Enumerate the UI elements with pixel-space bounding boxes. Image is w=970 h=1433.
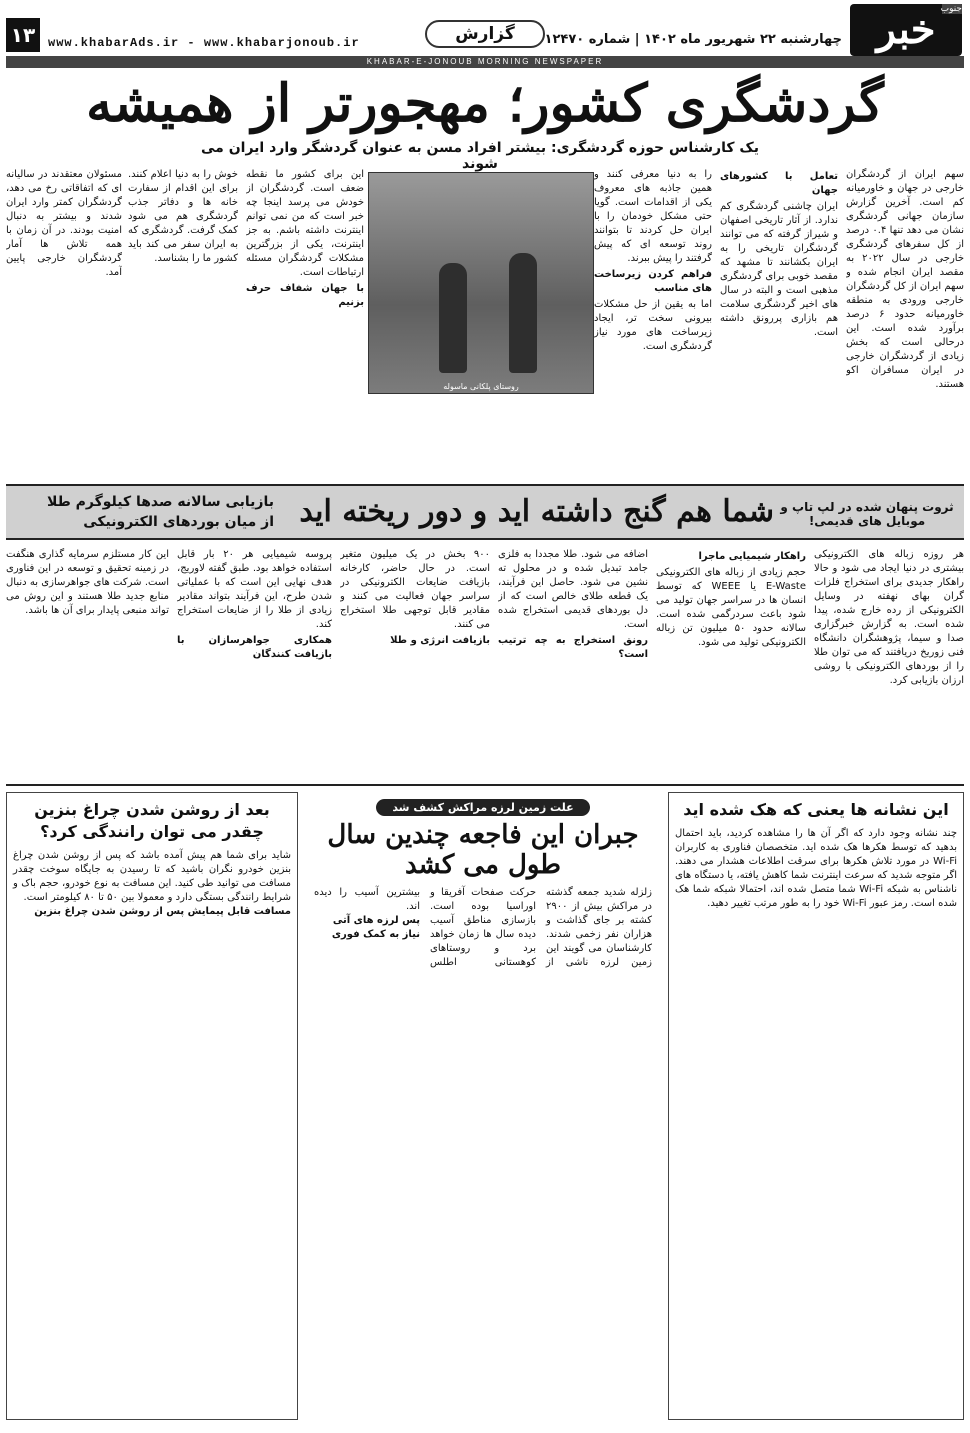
quake-article: [306, 792, 660, 1420]
hack-article-title: این نشانه ها یعنی که هک شده اید: [683, 800, 949, 819]
quake-title: جبران این فاجعه چندین سال طول می کشد: [327, 820, 639, 880]
column-subheading: راهکار شیمیایی ماجرا: [698, 551, 806, 562]
column-subheading: مسافت قابل پیمایش پس از روشن شدن چراغ بنزین: [34, 906, 291, 917]
column-text: سهم ایران از گردشگران خارجی در جهان و خاورمیانه کم است. آخرین گزارش سازمان جهانی گردشگری نشان می دهد تنها ۰.۴ درصد از کل سفرهای گردشگری خارجی در سال ۲۰۲۲ به مقصد ایران انجام شده و سهم ایران از کل گردشگران خارجی ورودی به منطقه خاورمیانه حدود ۶ درصد برآورد شده است. این درحالی است که بخش زیادی از گردشگران خارجی در ایران مسافران اکو هستند.: [846, 169, 964, 390]
lead-column-5: [128, 168, 238, 478]
gold-column-2: [656, 548, 806, 780]
website-links[interactable]: www.khabarAds.ir - www.khabarjonoub.ir: [48, 36, 360, 50]
hack-article-body: چند نشانه وجود دارد که اگر آن ها را مشاهده کردید، باید احتمال بدهید که توسط هکرها هک شده اید. متخصصان فناوری به کاربران Wi-Fi در مورد تلاش هکرها برای سرقت اطلاعات هشدار می دهند. اگر متوجه شدید که سرعت اینترنت شما کاهش یافته، یا دستگاه های ناشناس به شبکه Wi-Fi شما متصل شده اند، احتمالا شبکه شما هک شده است. رمز عبور Wi-Fi خود را به طور مرتب تغییر دهید.: [675, 828, 957, 909]
feature-banner: [6, 484, 964, 540]
banner-headline: شما هم گنج داشته اید و دور ریخته اید: [299, 494, 774, 529]
lead-headline: گردشگری کشور؛ مهجورتر از همیشه: [86, 73, 884, 134]
column-text: این کار مستلزم سرمایه گذاری هنگفت در زمینه تحقیق و توسعه در این فناوری است. شرکت های جواهرسازی به دنبال منابع جدید طلا هستند و این روش می تواند منبعی پایدار برای آن ها باشد.: [6, 549, 169, 616]
column-text: حجم زیادی از زباله های الکترونیکی E-Waste یا WEEE که توسط انسان ها در سراسر جهان تولید می شود باعث سردرگمی شده است. سالانه حدود ۵۰ میلیون تن زباله الکترونیکی تولید می شود.: [656, 567, 806, 648]
banner-side-title: [14, 492, 274, 532]
column-subheading: تعامل با کشورهای جهان: [720, 171, 838, 196]
person-figure-icon: [439, 263, 467, 373]
column-subheading: پس لرزه های آتی: [332, 915, 420, 926]
gold-article: [6, 548, 964, 780]
photo-caption: روستای پلکانی ماسوله: [443, 382, 519, 391]
column-text: ۹۰۰ بخش در یک میلیون متغیر است. در حال حاضر، کارخانه بازیافت ضایعات الکترونیکی در سراسر جهان فعالیت می کنند و مقادیر قابل توجهی طلا استخراج می کنند.: [340, 549, 490, 630]
column-text: اما به یقین از حل مشکلات بیرونی سخت تر، ایجاد زیرساخت های مورد نیاز گردشگری است.: [594, 299, 712, 352]
column-subheading: فراهم کردن زیرساخت های مناسب: [594, 269, 712, 294]
lead-column-6: [6, 168, 122, 478]
column-subheading: بازیافت انرژی و طلا: [390, 635, 490, 646]
lead-column-4: [246, 168, 364, 478]
hack-article-box: [668, 792, 964, 1420]
banner-side-line: از میان بوردهای الکترونیکی: [83, 514, 274, 530]
issue-date: چهارشنبه ۲۲ شهریور ماه ۱۴۰۲ | شماره ۱۲۴۷۰: [544, 32, 842, 47]
column-text: شاید برای شما هم پیش آمده باشد که پس از روشن شدن چراغ بنزین خودرو نگران باشید که تا رسیدن به جایگاه سوخت چقدر مسافت می توانید طی کنید. این مسافت به نوع خودرو، حجم باک و شرایط رانندگی بستگی دارد و معمولا بین ۵۰ تا ۸۰ کیلومتر است.: [13, 850, 291, 903]
lead-column-1: [846, 168, 964, 478]
masthead: [0, 0, 970, 70]
fuel-article-body: [7, 849, 297, 919]
gold-column-6: [6, 548, 169, 780]
column-text: مسئولان معتقدند در سالیانه ای که اتفاقاتی رخ می دهد، گردشگران کمتر وارد ایران شدند و بیشتر به دنبال امنیت بودند. در آن زمان با همه تلاش ها آمار گردشگران خارجی پایین آمد.: [6, 169, 122, 278]
gold-column-1: [814, 548, 964, 780]
column-subheading: نیاز به کمک فوری: [331, 929, 420, 940]
newspaper-logo: خبر: [850, 4, 962, 56]
quake-body: [306, 880, 660, 976]
fuel-article-box: [6, 792, 298, 1420]
banner-kicker: ثروت پنهان شده در لپ تاپ و موبایل های قدیمی!: [780, 500, 954, 528]
gold-column-5: [177, 548, 332, 780]
column-text: هر روزه زباله های الکترونیکی بیشتری در دنیا ایجاد می شود و حالا راهکار جدیدی برای استخراج فلزات گران بهای نهفته در وسایل الکترونیکی از رده خارج شده، پیدا شده است. به گزارش خبرگزاری صدا و سیما، پژوهشگران دانشگاه فنی زوریخ دریافتند که می توان طلا را از بوردهای الکترونیکی با روشی ارزان بازیابی کرد.: [814, 549, 964, 686]
gold-column-4: [340, 548, 490, 780]
page-number: ۱۳: [6, 18, 40, 52]
column-subheading: با جهان شفاف حرف بزنیم: [246, 283, 364, 308]
tagline-bar: KHABAR-E-JONOUB MORNING NEWSPAPER: [6, 56, 964, 68]
person-figure-icon: [509, 253, 537, 373]
lead-column-3: [594, 168, 712, 478]
logo-subtitle: جنوب: [940, 4, 962, 14]
column-subheading: رونق استخراج به چه ترتیب است؟: [498, 635, 648, 660]
bottom-section: [6, 784, 964, 1424]
gold-column-3: [498, 548, 648, 780]
quake-kicker: علت زمین لرزه مراکش کشف شد: [376, 799, 589, 816]
column-text: پروسه شیمیایی هر ۲۰ بار قابل استفاده خواهد بود. طبق گفته لاوریج، هدف نهایی این است که با عملیاتی شدن طرح، این فرآیند بتواند مقادیر زیادی از طلا را از ضایعات استخراج کند.: [177, 549, 332, 630]
section-label: گزارش: [425, 20, 545, 48]
column-text: زلزله شدید جمعه گذشته در مراکش بیش از ۲۹۰۰ کشته بر جای گذاشت و هزاران نفر زخمی شدند. کارشناسان می گویند این زمین لرزه ناشی از حرکت صفحات آفریقا و اوراسیا بوده است. بازسازی مناطق آسیب دیده سال ها زمان خواهد برد و روستاهای کوهستانی اطلس بیشترین آسیب را دیده اند.: [314, 887, 652, 968]
lead-photo: [368, 172, 594, 394]
lead-column-2: [720, 168, 838, 478]
column-text: اضافه می شود. طلا مجددا به فلزی جامد تبدیل شده و در محلول ته نشین می شود. حاصل این فرآیند، یک قطعه طلای خالص است که از دل بوردهای قدیمی استخراج شده است.: [498, 549, 648, 630]
column-text: ایران چاشنی گردشگری کم ندارد. از آثار تاریخی اصفهان و شیراز گرفته که می توانند گردشگران تاریخی را به ایران بکشانند تا مشهد که مقصد خوبی برای گردشگری مذهبی است و البته در سال های اخیر گردشگری سلامت هم بازاری پررونق داشته است.: [720, 201, 838, 338]
column-text: خوش را به دنیا اعلام کنند. برای این اقدام از سفارت خانه ها و دفاتر جذب گردشگری هم می شود کمک گرفت. گردشگری که به ایران سفر می کند باید کشور ما را بشناسد.: [128, 169, 238, 264]
column-text: را به دنیا معرفی کنند و همین جاذبه های معروف یکی از اقدامات است. گویا حتی مشکل خودمان را با ایران حل کردند تا بتوانند روند توسعه ای که پیش گرفتند را پیش ببرند.: [594, 169, 712, 264]
fuel-article-title: بعد از روشن شدن چراغ بنزین چقدر می توان رانندگی کرد؟: [34, 800, 270, 841]
column-subheading: همکاری جواهرسازان با بازیافت کنندگان: [177, 635, 332, 660]
column-text: این برای کشور ما نقطه ضعف است. گردشگران از خودش می پرسد اینجا چه خبر است که من نمی توانم اینترنت داشته باشم. به جز اینترنت، یکی از بزرگترین مشکلات گردشگران مسئله ارتباطات است.: [246, 169, 364, 278]
lead-subhead: یک کارشناس حوزه گردشگری: بیشتر افراد مسن به عنوان گردشگر وارد ایران می شوند: [201, 140, 759, 172]
banner-side-line: بازیابی سالانه صدها کیلوگرم طلا: [46, 494, 274, 510]
